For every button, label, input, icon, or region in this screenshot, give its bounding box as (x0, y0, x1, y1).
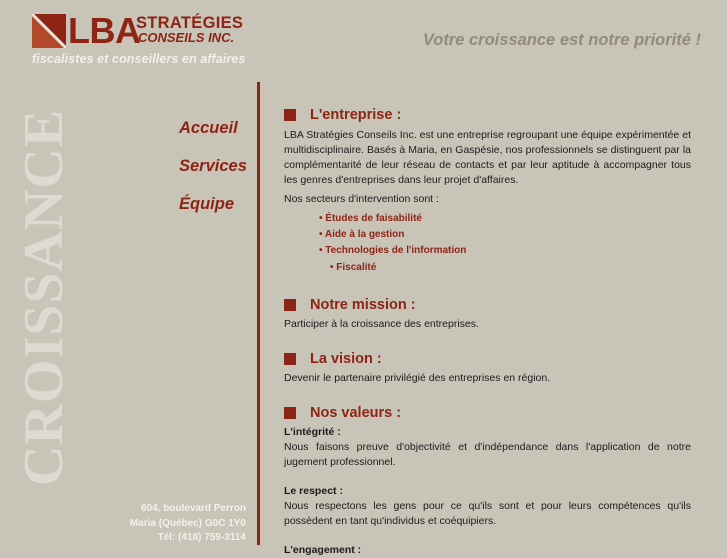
square-bullet-icon (284, 353, 296, 365)
list-item: • Aide à la gestion (319, 229, 405, 240)
nav-accueil[interactable]: Accueil (179, 119, 238, 137)
valeur-respect-label: Le respect : (284, 485, 343, 497)
nav-services[interactable]: Services (179, 157, 247, 175)
address-street: 604, boulevard Perron (140, 503, 246, 514)
section-title-vision: La vision : (284, 350, 691, 369)
address-block (46, 502, 246, 546)
valeur-engagement-label: L'engagement : (284, 544, 362, 556)
valeur-respect-text: Nous respectons les gens pour ce qu'ils sont et pour leurs compétences qu'ils possèdent en tant qu'individus et coéquipiers. (284, 500, 691, 527)
nav-equipe[interactable]: Équipe (179, 195, 235, 213)
address-city: Maria (Québec) G0C 1Y0 (129, 517, 246, 529)
valeur-integrite-text: Nous faisons preuve d'objectivité et d'indépendance dans l'application de notre jugement professionnel. (284, 441, 691, 468)
address-phone: Tél: (418) 759-3114 (157, 532, 246, 543)
square-bullet-icon (284, 407, 296, 419)
list-item: • Études de faisabilité (319, 213, 422, 224)
vertical-divider (257, 82, 260, 545)
sectors-intro: Nos secteurs d'intervention sont : (284, 193, 439, 205)
list-item: • Technologies de l'information (319, 245, 467, 256)
logo-lba-text: LBA (68, 10, 141, 51)
main-nav (179, 118, 259, 232)
logo-strategies-text: STRATÉGIES (136, 14, 244, 32)
list-item: • Fiscalité (330, 262, 377, 273)
main-content (284, 106, 691, 558)
mission-text: Participer à la croissance des entreprises. (284, 318, 479, 330)
section-title-valeurs: Nos valeurs : (284, 404, 691, 423)
logo-conseils-text: CONSEILS INC. (138, 30, 235, 45)
vision-text: Devenir le partenaire privilégié des entreprises en région. (284, 372, 551, 384)
sectors-list (319, 211, 691, 276)
valeur-integrite-label: L'intégrité : (284, 426, 341, 438)
section-title-mission: Notre mission : (284, 296, 691, 315)
tagline: fiscalistes et conseillers en affaires (32, 52, 246, 66)
section-title-entreprise: L'entreprise : (284, 106, 691, 125)
square-bullet-icon (284, 109, 296, 121)
square-bullet-icon (284, 299, 296, 311)
slogan: Votre croissance est notre priorité ! (422, 31, 701, 49)
entreprise-text: LBA Stratégies Conseils Inc. est une entreprise regroupant une équipe expérimentée et multidisciplinaire. Basés à Maria, en Gaspésie, nos professionnels se distinguent par la complémentarité de leur réseau de contacts et par leur aptitude à accompagner tous les genres d'entreprises dans leur projet d'affaires. (284, 129, 691, 186)
logo-mark-icon (32, 14, 66, 48)
vertical-word: CROISSANCE (13, 108, 75, 486)
